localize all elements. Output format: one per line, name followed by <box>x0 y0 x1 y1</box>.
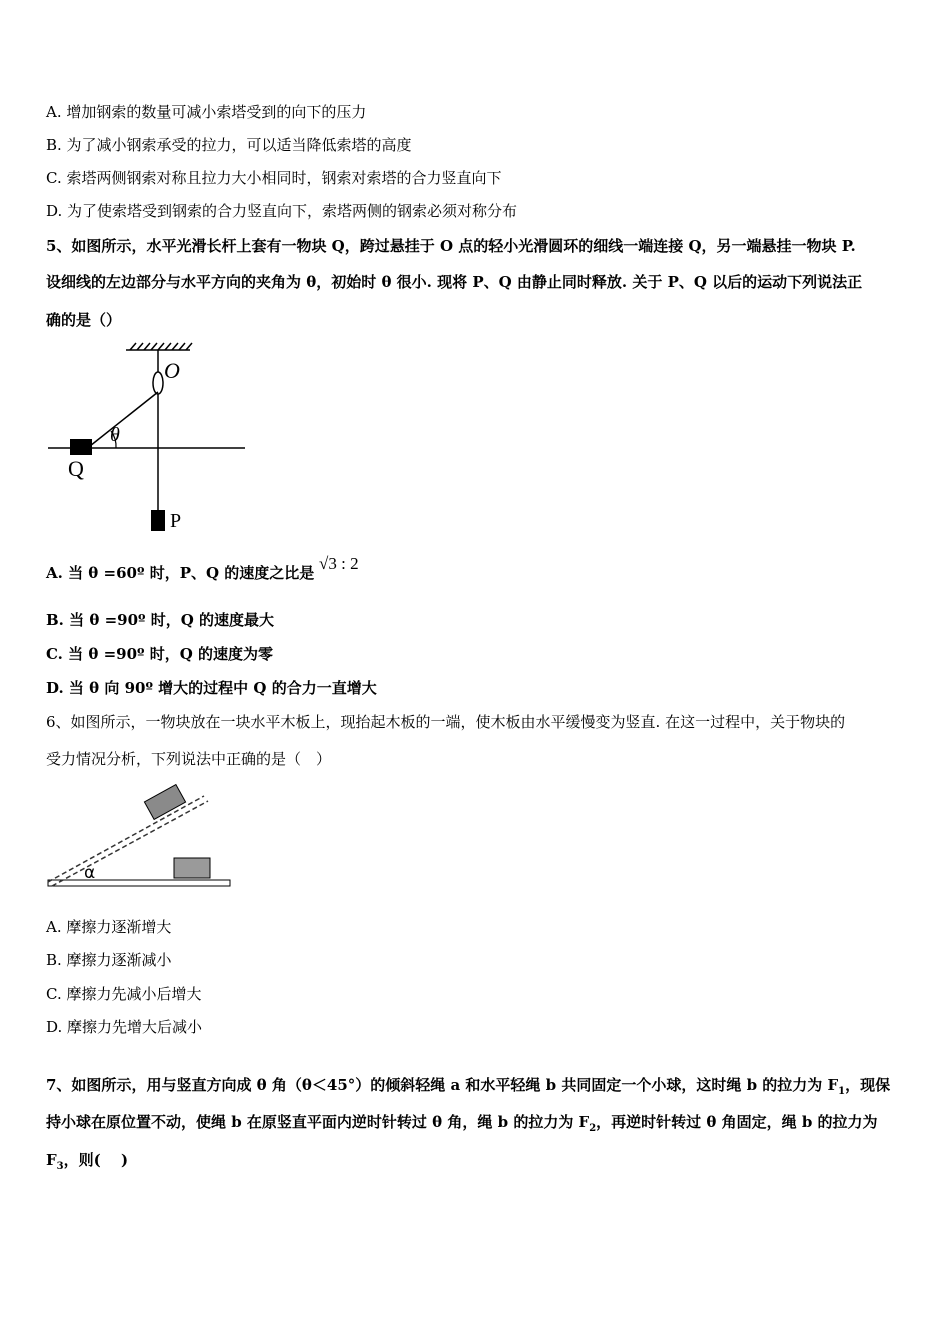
q5-stem-line-3: 确的是（） <box>46 311 122 329</box>
q5-option-a-text: A. 当 θ =60º 时，P、Q 的速度之比是 <box>46 564 315 582</box>
q4-option-d: D. 为了使索塔受到钢索的合力竖直向下，索塔两侧的钢索必须对称分布 <box>46 202 518 220</box>
q4-option-b: B. 为了减小钢索承受的拉力，可以适当降低索塔的高度 <box>46 136 412 154</box>
label-alpha: α <box>84 863 96 883</box>
q6-stem-line-1: 6、如图所示，一物块放在一块水平木板上，现抬起木板的一端，使木板由水平缓慢变为竖直. 在这一过程中，关于物块的 <box>46 713 846 731</box>
label-O: O <box>164 358 180 383</box>
q7-stem-line-1 <box>46 1075 890 1102</box>
q5-option-a-ratio: √3 : 2 <box>319 554 359 573</box>
q7-stem-line-3 <box>46 1150 128 1177</box>
q7-line3-tail: ，则( ) <box>63 1151 129 1169</box>
q5-pulley-figure <box>40 336 260 536</box>
q7-line2-text: 持小球在原位置不动，使绳 b 在原竖直平面内逆时针转过 θ 角，绳 b 的拉力为 F <box>46 1113 590 1131</box>
q7-line1-sub: 1 <box>838 1086 846 1097</box>
q7-line3-sub: 3 <box>56 1161 64 1172</box>
q7-line1-text: 7、如图所示，用与竖直方向成 θ 角（θ＜45°）的倾斜轻绳 a 和水平轻绳 b 共同固定一个小球，这时绳 b 的拉力为 F <box>46 1076 839 1094</box>
q5-stem-line-2: 设细线的左边部分与水平方向的夹角为 θ，初始时 θ 很小. 现将 P、Q 由静止同时释放. 关于 P、Q 以后的运动下列说法正 <box>46 273 863 291</box>
block-on-horizontal <box>174 858 210 878</box>
q5-option-d: D. 当 θ 向 90º 增大的过程中 Q 的合力一直增大 <box>46 679 377 697</box>
q7-line1-tail: ，现保 <box>845 1076 891 1094</box>
q5-stem-line-1: 5、如图所示，水平光滑长杆上套有一物块 Q，跨过悬挂于 O 点的轻小光滑圆环的细线一端连接 Q，另一端悬挂一物块 P. <box>46 237 856 255</box>
ring-O <box>153 372 163 394</box>
q6-option-b: B. 摩擦力逐渐减小 <box>46 951 172 969</box>
q4-option-a: A. 增加钢索的数量可减小索塔受到的向下的压力 <box>46 103 367 121</box>
q5-option-c: C. 当 θ =90º 时，Q 的速度为零 <box>46 645 274 663</box>
q7-line3-text: F <box>46 1151 57 1169</box>
q5-option-a <box>46 554 359 583</box>
q6-stem-line-2: 受力情况分析，下列说法中正确的是（ ） <box>46 750 332 768</box>
q6-incline-figure <box>44 778 236 892</box>
label-theta: θ <box>110 424 120 446</box>
q7-line2-sub: 2 <box>589 1123 597 1134</box>
block-on-incline <box>144 785 185 820</box>
q6-option-d: D. 摩擦力先增大后减小 <box>46 1018 203 1036</box>
q6-option-a: A. 摩擦力逐渐增大 <box>46 918 172 936</box>
board-horizontal <box>48 880 230 886</box>
block-P <box>151 510 165 531</box>
q5-option-b: B. 当 θ =90º 时，Q 的速度最大 <box>46 611 275 629</box>
ceiling-hatch <box>126 343 192 350</box>
string-to-Q <box>90 392 158 446</box>
q7-line2-tail: ，再逆时针转过 θ 角固定，绳 b 的拉力为 <box>596 1113 878 1131</box>
label-P: P <box>170 510 182 532</box>
block-Q <box>70 439 92 455</box>
q7-stem-line-2 <box>46 1112 878 1139</box>
label-Q: Q <box>68 456 84 481</box>
q6-option-c: C. 摩擦力先减小后增大 <box>46 985 202 1003</box>
q4-option-c: C. 索塔两侧钢索对称且拉力大小相同时，钢索对索塔的合力竖直向下 <box>46 169 502 187</box>
